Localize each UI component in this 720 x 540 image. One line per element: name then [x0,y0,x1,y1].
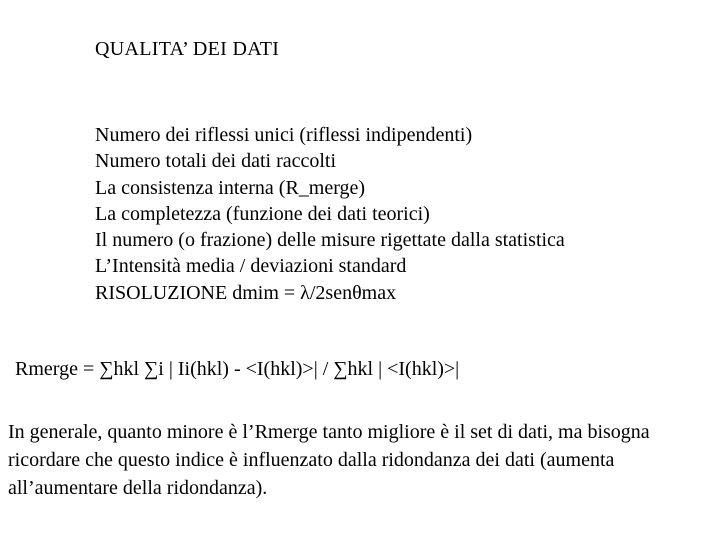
list-item: Il numero (o frazione) delle misure rigettate dalla statistica [95,229,565,252]
rmerge-formula: Rmerge = ∑hkl ∑i | Ii(hkl) - <I(hkl)>| / ∑hkl | <I(hkl)>| [15,358,460,380]
quality-criteria-list [95,122,565,306]
list-item: Numero dei riflessi unici (riflessi indipendenti) [95,124,473,146]
slide-title: QUALITA’ DEI DATI [95,38,280,60]
list-item: L’Intensità media / deviazioni standard [95,255,407,278]
list-item: RISOLUZIONE dmim = λ/2senθmax [95,281,397,304]
list-item: Numero totali dei dati raccolti [95,150,337,173]
explanation-paragraph: In generale, quanto minore è l’Rmerge tanto migliore è il set di dati, ma bisogna ricordare che questo indice è influenzato dalla ridondanza dei dati (aumenta all’aumentare della ridondanza). [8,421,650,499]
list-item: La consistenza interna (R_merge) [95,176,366,199]
list-item: La completezza (funzione dei dati teorici) [95,202,430,225]
